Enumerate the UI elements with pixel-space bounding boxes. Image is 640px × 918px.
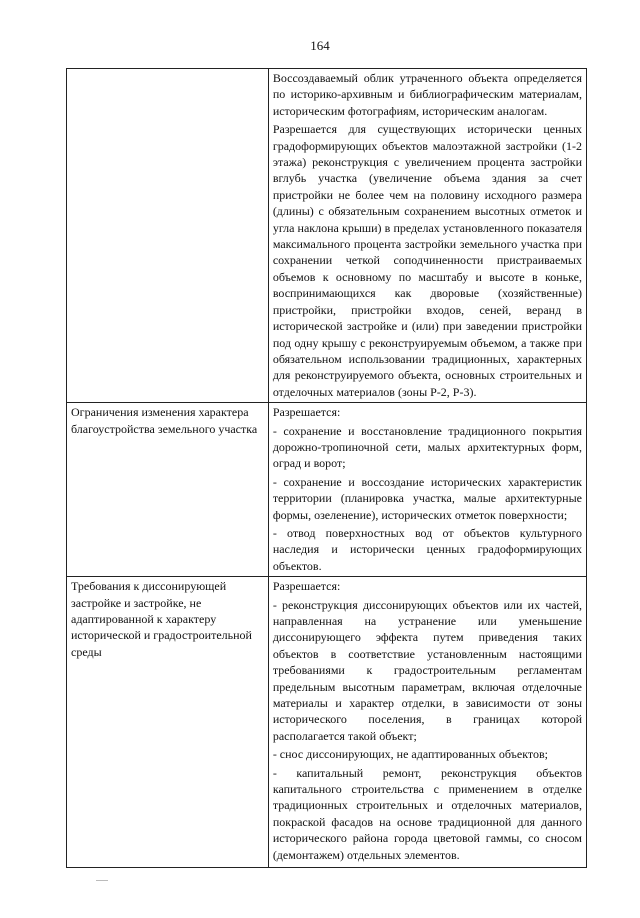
row-content-cell xyxy=(268,403,586,577)
paragraph: Воссоздаваемый облик утраченного объекта определяется по историко-архивным и библиографическим материалам, историческим фотографиям, историческим аналогам. xyxy=(272,71,582,118)
table-row xyxy=(67,403,587,577)
row-label-cell xyxy=(67,69,269,403)
paragraph: Разрешается: xyxy=(272,579,341,594)
paragraph: - отвод поверхностных вод от объектов культурного наследия и исторически ценных градоформирующих объектов. xyxy=(272,525,582,573)
paragraph: Разрешается для существующих исторически ценных градоформирующих объектов малоэтажной застройки (1-2 этажа) реконструкция с увеличением процента застройки вглубь участка (увеличение объема здания за счет пристройки не более чем на половину исходного размера (длины) с обязательным сохранением высотных отметок и угла наклона крыши) в пределах установленного показателя максимального процента застройки земельного участка при сохранении четкой соподчиненности пристраиваемых объемов к основному по масштабу и высоте в коньке, воспринимающихся как дворовые (хозяйственные) пристройки, пристройки входов, сеней, веранд в исторической застройке и (или) при заведении пристройки под одну крышу с реконструируемым объемом, а также при обязательном использовании традиционных, характерных для реконструируемого объекта, основных строительных и отделочных материалов (зоны Р-2, Р-3). xyxy=(272,122,582,399)
paragraph: - капитальный ремонт, реконструкция объектов капитального строительства с применением в отделке традиционных строительных и отделочных материалов, покраской фасадов на основе традиционной для данного исторического района города цветовой гаммы, со сносом (демонтажем) отдельных элементов. xyxy=(272,765,582,862)
row-label: Требования к диссонирующей застройке и застройке, не адаптированной к характеру исторической и градостроительной среды xyxy=(71,579,252,659)
row-label-cell xyxy=(67,577,269,868)
paragraph: - снос диссонирующих, не адаптированных объектов; xyxy=(272,747,548,762)
paragraph: Разрешается: xyxy=(272,405,341,420)
table-row xyxy=(67,577,587,868)
paragraph: - сохранение и восстановление традиционного покрытия дорожно-тропиночной сети, малых архитектурных форм, оград и ворот; xyxy=(272,423,582,471)
paragraph: - сохранение и воссоздание исторических характеристик территории (планировка участка, малые архитектурные формы, озеленение), исторических отметок поверхности; xyxy=(272,474,582,522)
row-content-cell xyxy=(268,69,586,403)
table-row xyxy=(67,69,587,403)
regulations-table xyxy=(66,68,587,868)
row-label: Ограничения изменения характера благоустройства земельного участка xyxy=(71,405,258,436)
row-content-cell xyxy=(268,577,586,868)
scan-mark xyxy=(96,880,108,881)
page-number: 164 xyxy=(310,38,330,53)
row-label-cell xyxy=(67,403,269,577)
paragraph: - реконструкция диссонирующих объектов или их частей, направленная на устранение или уменьшение диссонирующего эффекта путем приведения таких объектов в соответствие установленным настоящими требованиями к градостроительным регламентам предельным высотным параметрам, включая отделочные материалы и характер отделки, в зависимости от зоны исторического поселения, в границах которой располагается такой объект; xyxy=(272,597,582,743)
